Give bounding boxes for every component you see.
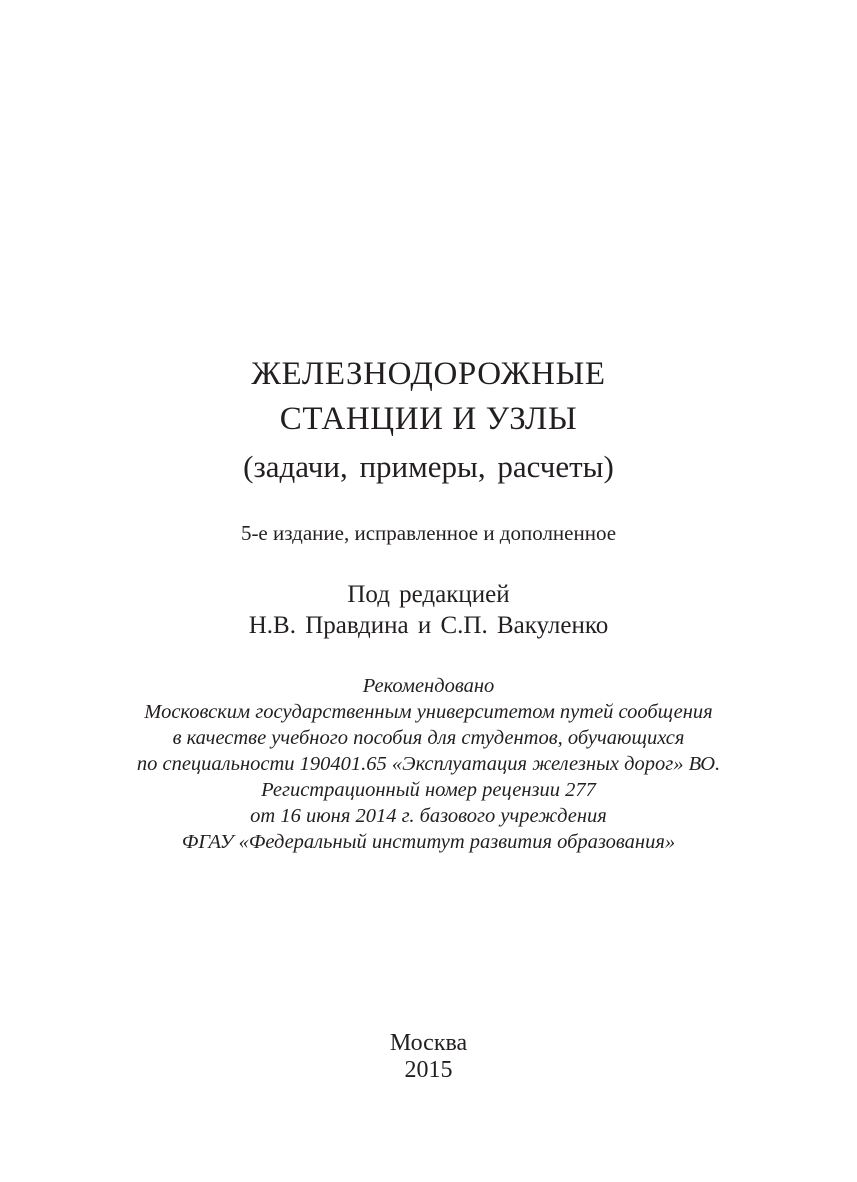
recommendation-line-7: ФГАУ «Федеральный институт развития образования» (181, 831, 676, 853)
recommendation-line-2: Московским государственным университетом путей сообщения (144, 701, 713, 723)
book-subtitle: (задачи, примеры, расчеты) (243, 449, 614, 484)
recommendation-line-1: Рекомендовано (362, 675, 495, 697)
book-title-line-1: ЖЕЛЕЗНОДОРОЖНЫЕ (251, 356, 606, 392)
recommendation-line-3: в качестве учебного пособия для студентов, обучающихся (172, 727, 685, 749)
recommendation-line-4: по специальности 190401.65 «Эксплуатация железных дорог» ВО. (136, 753, 721, 775)
recommendation-line-5: Регистрационный номер рецензии 277 (261, 779, 596, 801)
editors-names: Н.В. Правдина и С.П. Вакуленко (248, 612, 609, 639)
book-title-line-2: СТАНЦИИ И УЗЛЫ (279, 401, 578, 437)
edition-note: 5-е издание, исправленное и дополненное (240, 521, 617, 545)
imprint-year: 2015 (404, 1057, 453, 1083)
editors-intro: Под редакцией (347, 581, 510, 608)
recommendation-line-6: от 16 июня 2014 г. базового учреждения (250, 805, 607, 827)
imprint-city: Москва (389, 1030, 468, 1056)
